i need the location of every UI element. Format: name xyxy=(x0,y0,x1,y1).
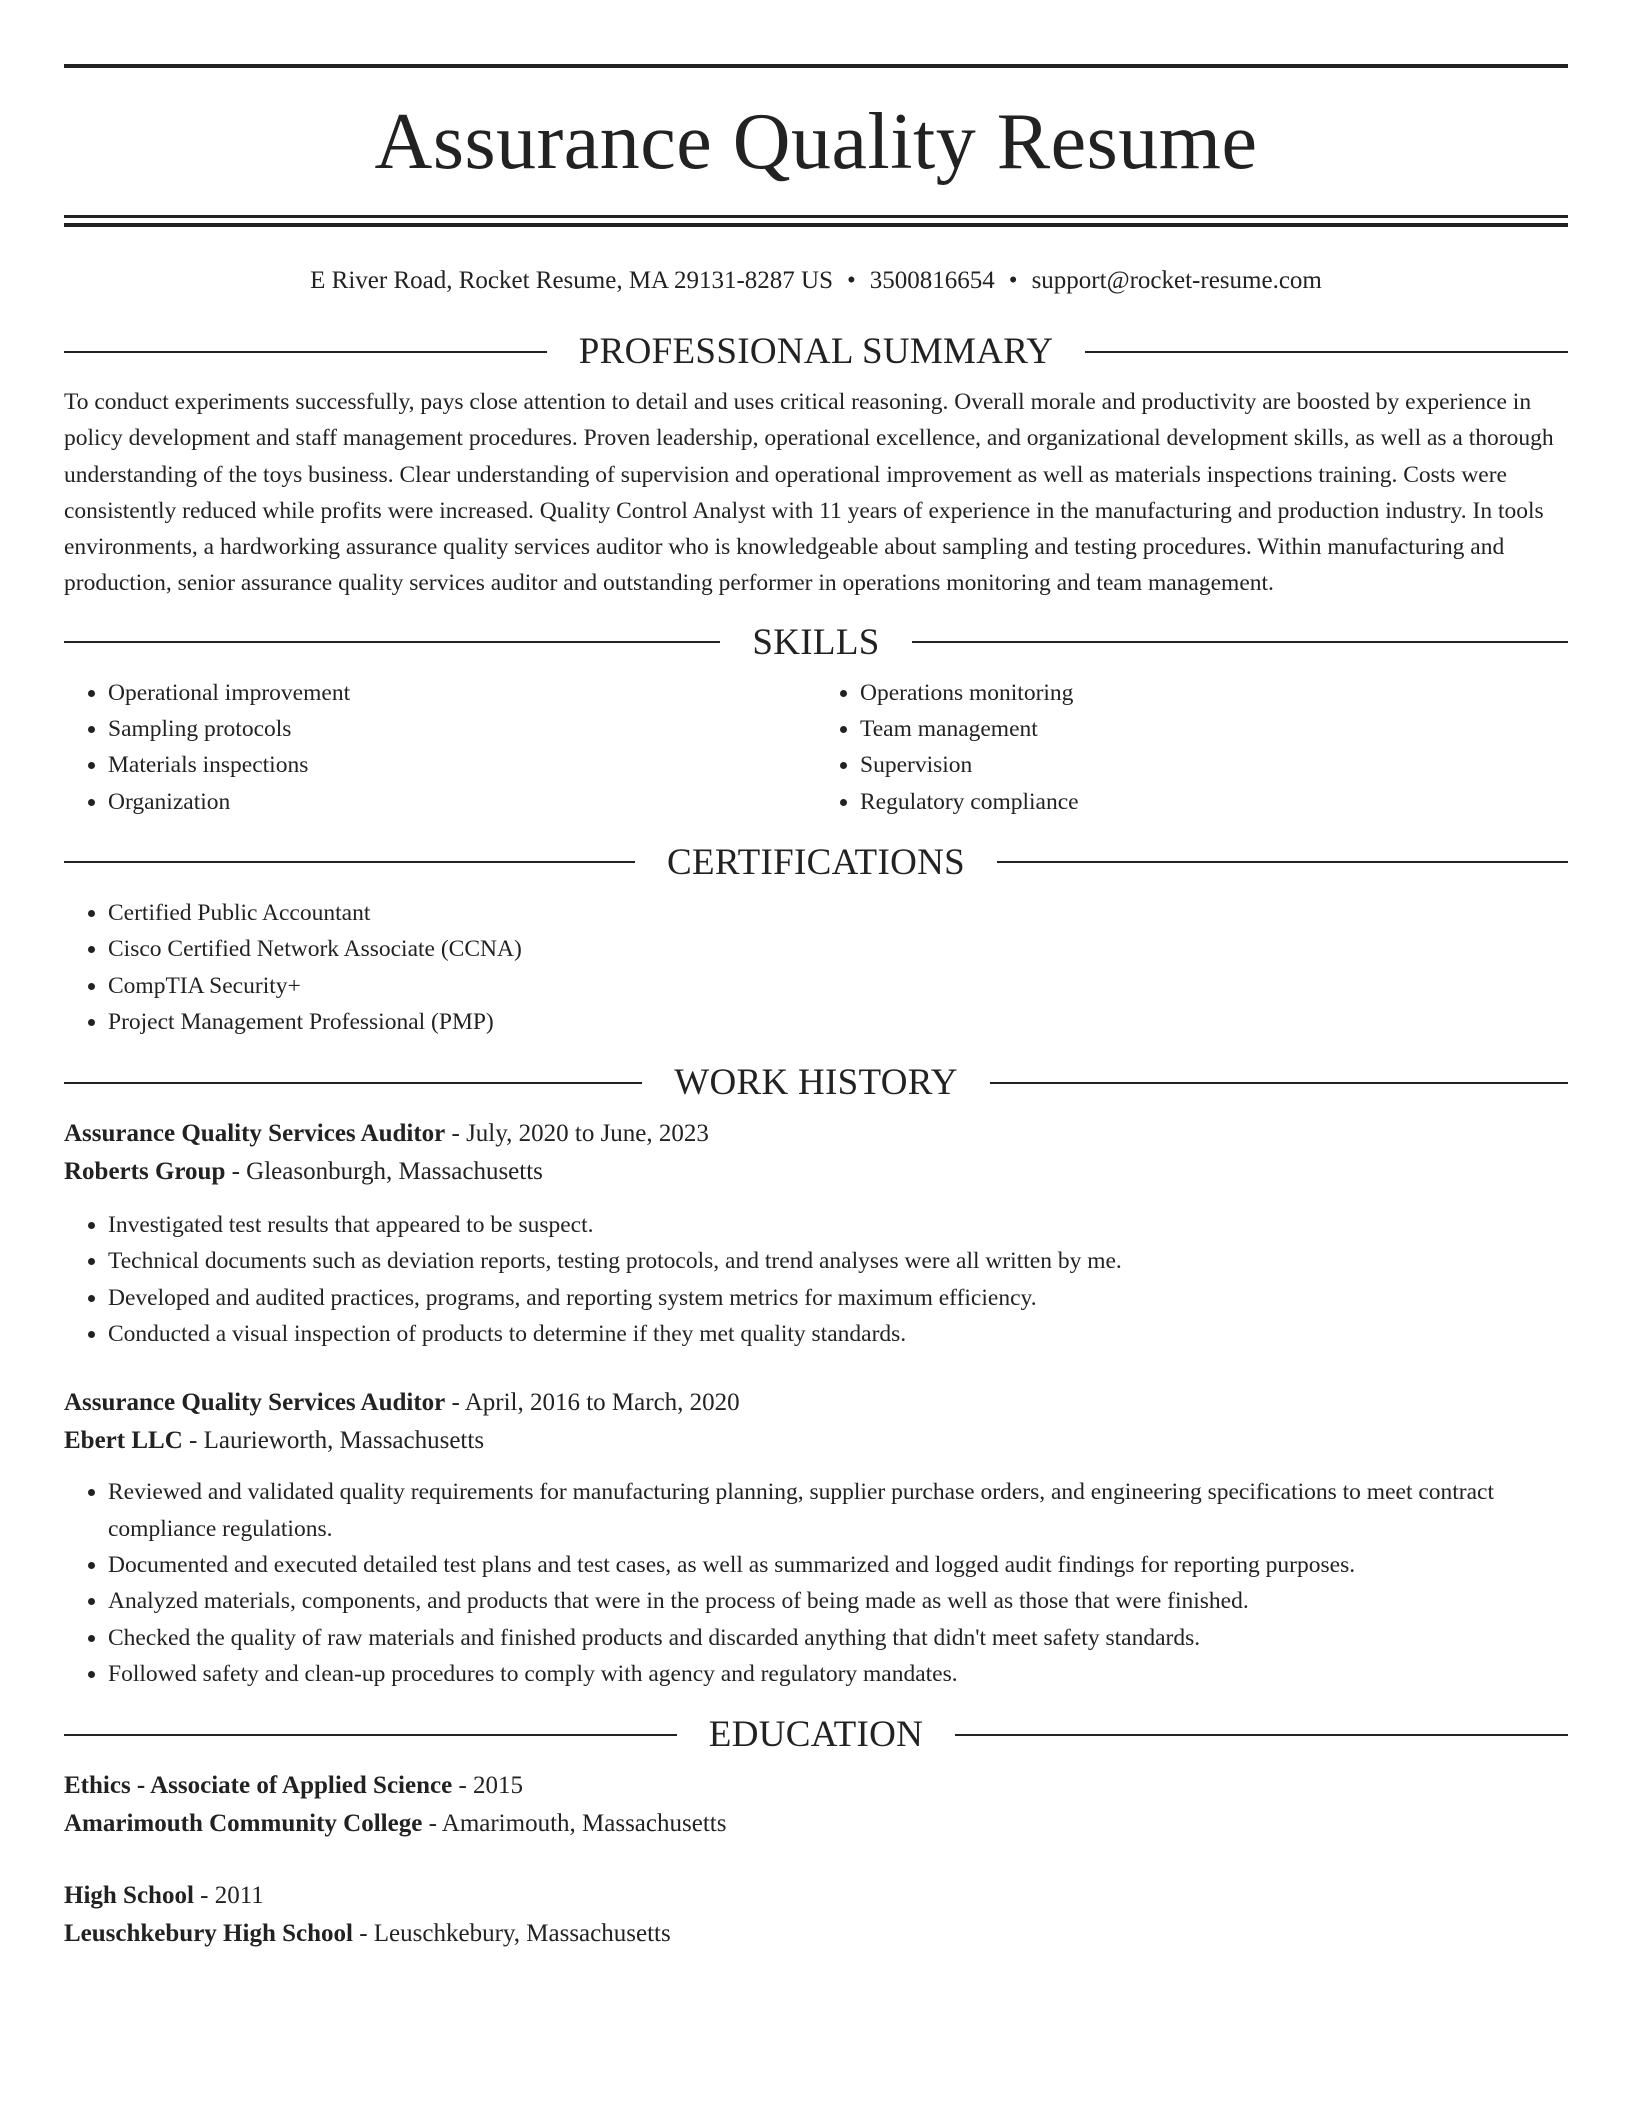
job-title-line xyxy=(64,1384,1568,1422)
job-title: Assurance Quality Services Auditor xyxy=(64,1389,446,1417)
job-bullet: • Documented and executed detailed test plans and test cases, as well as summarized and logged audit findings for reporting purposes. xyxy=(108,1547,1568,1583)
contact-line xyxy=(64,263,1568,299)
certifications-heading: CERTIFICATIONS xyxy=(667,841,965,883)
certifications-heading-row xyxy=(64,841,1568,883)
education-degree-line xyxy=(64,1877,1568,1915)
skills-column-right xyxy=(816,675,1568,820)
job-company: Ebert LLC xyxy=(64,1427,183,1455)
education-school: Leuschkebury High School xyxy=(64,1920,353,1948)
certification-item: • Certified Public Accountant xyxy=(108,895,1568,931)
skills-heading: SKILLS xyxy=(752,621,880,663)
contact-address: E River Road, Rocket Resume, MA 29131-8287 US xyxy=(310,267,834,294)
heading-rule-left xyxy=(64,861,635,863)
title-double-rule xyxy=(64,215,1568,227)
job-bullet: • Investigated test results that appeared to be suspect. xyxy=(108,1207,1568,1243)
education-year: - 2015 xyxy=(452,1772,524,1800)
job-bullet: • Conducted a visual inspection of products to determine if they met quality standards. xyxy=(108,1316,1568,1352)
certification-item: • Cisco Certified Network Associate (CCNA) xyxy=(108,931,1568,967)
education-degree: High School xyxy=(64,1882,194,1910)
contact-email: support@rocket-resume.com xyxy=(1031,267,1322,294)
summary-heading-row xyxy=(64,333,1568,370)
top-rule xyxy=(64,64,1568,68)
skill-item: • Operations monitoring xyxy=(860,675,1568,711)
job-bullet: • Checked the quality of raw materials and finished products and discarded anything that didn't meet safety standards. xyxy=(108,1620,1568,1656)
heading-rule-left xyxy=(64,1734,677,1736)
job-company-line xyxy=(64,1422,1568,1460)
heading-rule-left xyxy=(64,351,547,353)
heading-rule-right xyxy=(1085,351,1568,353)
job-bullet: • Followed safety and clean-up procedures to comply with agency and regulatory mandates. xyxy=(108,1656,1568,1692)
heading-rule-left xyxy=(64,1082,642,1084)
contact-phone: 3500816654 xyxy=(869,267,995,294)
skill-item: • Sampling protocols xyxy=(108,711,816,747)
job-company: Roberts Group xyxy=(64,1158,226,1186)
job-title-line xyxy=(64,1115,1568,1153)
job-bullet: • Technical documents such as deviation reports, testing protocols, and trend analyses were all written by me. xyxy=(108,1243,1568,1279)
skill-item: • Supervision xyxy=(860,747,1568,783)
contact-separator: • xyxy=(1008,267,1018,294)
skill-item: • Materials inspections xyxy=(108,747,816,783)
heading-rule-right xyxy=(912,641,1568,643)
education-location: - Leuschkebury, Massachusetts xyxy=(352,1920,671,1948)
skill-item: • Team management xyxy=(860,711,1568,747)
job-bullets xyxy=(64,1474,1568,1692)
certification-item: • Project Management Professional (PMP) xyxy=(108,1004,1568,1040)
certifications-list xyxy=(64,895,1568,1040)
job-dates: - April, 2016 to March, 2020 xyxy=(445,1389,740,1417)
education-school-line xyxy=(64,1915,1568,1953)
job-bullet: • Analyzed materials, components, and products that were in the process of being made as well as those that were finished. xyxy=(108,1583,1568,1619)
education-degree-line xyxy=(64,1767,1568,1805)
education-degree: Ethics - Associate of Applied Science xyxy=(64,1772,453,1800)
skills-heading-row xyxy=(64,621,1568,663)
contact-separator: • xyxy=(847,267,856,294)
job-entry xyxy=(64,1115,1568,1352)
job-bullet: • Developed and audited practices, programs, and reporting system metrics for maximum efficiency. xyxy=(108,1280,1568,1316)
education-school-line xyxy=(64,1805,1568,1843)
heading-rule-right xyxy=(997,861,1568,863)
education-location: - Amarimouth, Massachusetts xyxy=(422,1810,727,1838)
job-location: - Laurieworth, Massachusetts xyxy=(182,1427,485,1455)
heading-rule-left xyxy=(64,641,720,643)
summary-text: To conduct experiments successfully, pays close attention to detail and uses critical reasoning. Overall morale and productivity are boosted by experience in policy development and staff management procedures. Proven leadership, operational excellence, and organizational development skills, as well as a thorough understanding of the toys business. Clear understanding of supervision and operational improvement as well as materials inspections training. Costs were consistently reduced while profits were increased. Quality Control Analyst with 11 years of experience in the manufacturing and production industry. In tools environments, a hardworking assurance quality services auditor who is knowledgeable about sampling and testing procedures. Within manufacturing and production, senior assurance quality services auditor and outstanding performer in operations monitoring and team management. xyxy=(64,389,1554,597)
skill-item: • Organization xyxy=(108,784,816,820)
job-bullets xyxy=(64,1207,1568,1352)
education-entry xyxy=(64,1877,1568,1953)
job-title: Assurance Quality Services Auditor xyxy=(64,1120,446,1148)
job-location: - Gleasonburgh, Massachusetts xyxy=(225,1158,543,1186)
education-heading: EDUCATION xyxy=(708,1714,924,1756)
skills-column-left xyxy=(64,675,816,820)
resume-title: Assurance Quality Resume xyxy=(374,98,1258,186)
job-dates: - July, 2020 to June, 2023 xyxy=(445,1120,709,1148)
skill-item: • Operational improvement xyxy=(108,675,816,711)
heading-rule-right xyxy=(955,1734,1568,1736)
work-heading: WORK HISTORY xyxy=(674,1062,958,1104)
work-heading-row xyxy=(64,1062,1568,1104)
skill-item: • Regulatory compliance xyxy=(860,784,1568,820)
heading-rule-right xyxy=(990,1082,1568,1084)
education-heading-row xyxy=(64,1714,1568,1756)
resume-page xyxy=(64,64,1568,1953)
education-entry xyxy=(64,1767,1568,1843)
education-school: Amarimouth Community College xyxy=(64,1810,423,1838)
job-bullet: • Reviewed and validated quality requirements for manufacturing planning, supplier purchase orders, and engineering specifications to meet contract compliance regulations. xyxy=(108,1474,1568,1547)
education-year: - 2011 xyxy=(193,1882,264,1910)
job-company-line xyxy=(64,1153,1568,1191)
job-entry xyxy=(64,1384,1568,1692)
summary-heading: PROFESSIONAL SUMMARY xyxy=(578,331,1054,372)
skills-list xyxy=(64,675,1568,820)
certification-item: • CompTIA Security+ xyxy=(108,968,1568,1004)
